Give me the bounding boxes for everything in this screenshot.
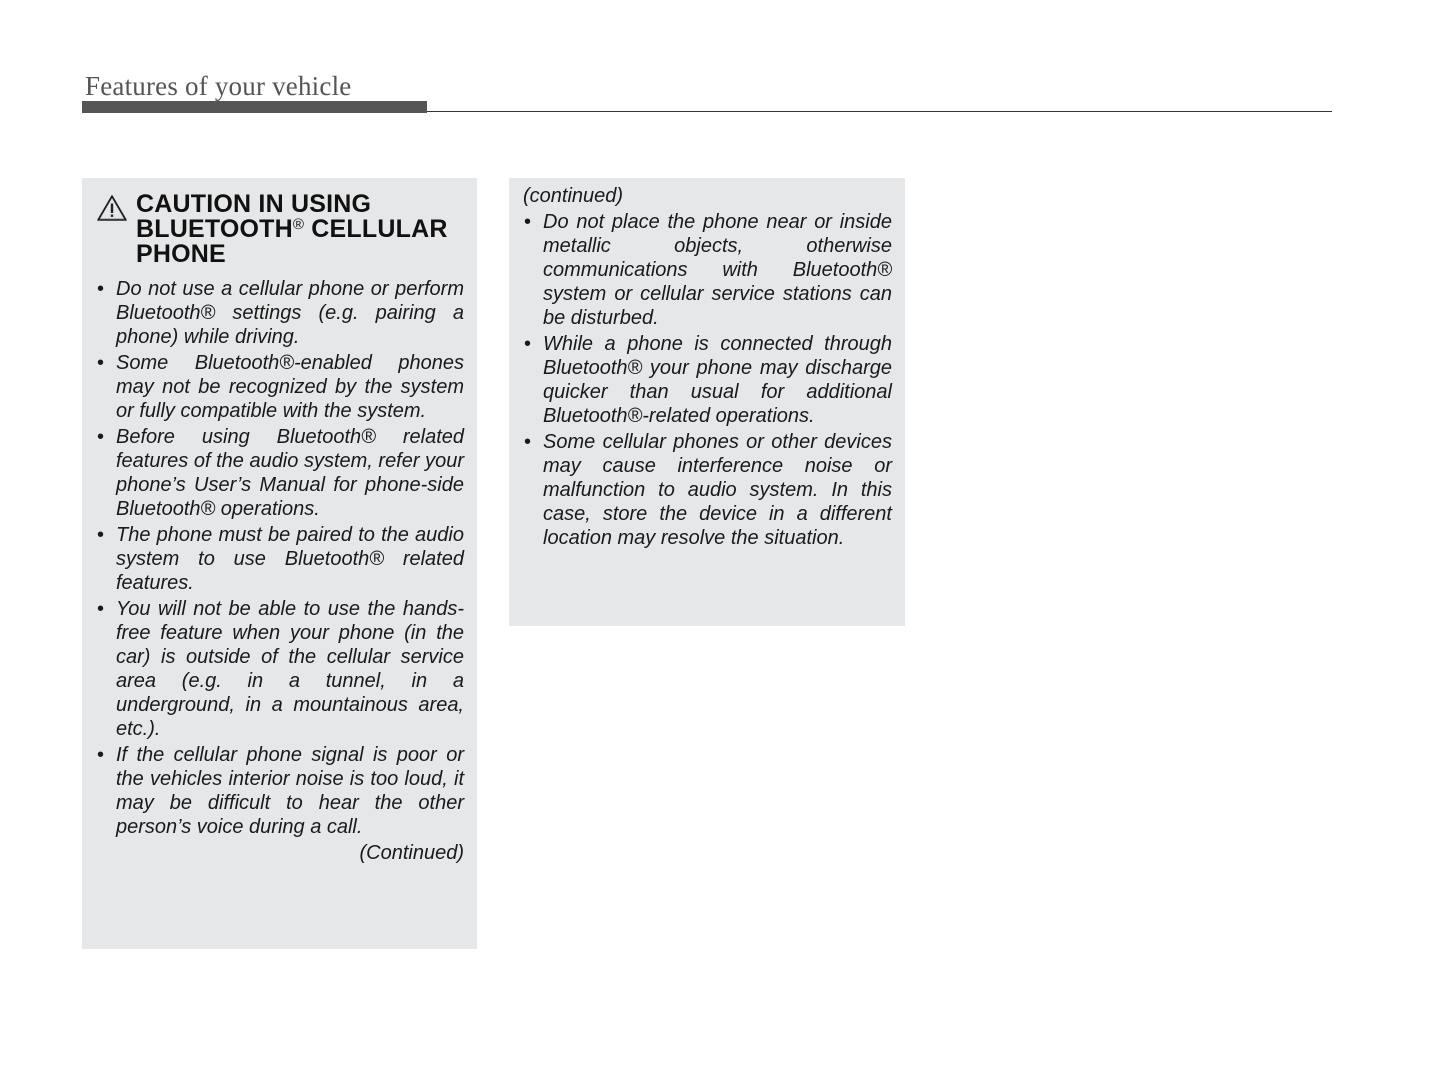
list-item-text: The phone must be paired to the audio system to use Bluetooth® related features. (116, 524, 464, 594)
section-title: Features of your vehicle (85, 71, 352, 101)
list-item (523, 332, 892, 428)
section-header (82, 68, 1332, 114)
caution-title-line-1: CAUTION IN USING (136, 190, 372, 218)
list-item (96, 351, 464, 423)
list-item (96, 597, 464, 741)
caution-title (136, 192, 464, 267)
caution-box-left (82, 178, 477, 949)
warning-triangle-icon (96, 194, 128, 222)
bullet: • (97, 598, 105, 620)
list-item (96, 277, 464, 349)
caution-box-right (509, 178, 905, 626)
list-item (96, 743, 464, 839)
caution-title-line-2b: CELLULAR (304, 215, 448, 243)
list-item-text: While a phone is connected through Bluetooth® your phone may discharge quicker than usual for additional Bluetooth®-related operations. (543, 333, 892, 427)
bullet: • (524, 431, 532, 453)
bullet: • (97, 426, 105, 448)
list-item-text: You will not be able to use the hands-free feature when your phone (in the car) is outside of the cellular service area (e.g. in a tunnel, in a underground, in a mountainous area, etc.). (116, 598, 464, 740)
bullet: • (524, 333, 532, 355)
header-rule-thick (82, 101, 427, 113)
bullet: • (97, 524, 105, 546)
bullet: • (97, 278, 105, 300)
caution-heading (96, 192, 464, 267)
continued-marker-bottom: (Continued) (359, 842, 464, 864)
list-item-text: Do not use a cellular phone or perform Bluetooth® settings (e.g. pairing a phone) while driving. (116, 278, 464, 348)
list-item-text: Do not place the phone near or inside metallic objects, otherwise communications with Bluetooth® system or cellular service stations can be disturbed. (543, 211, 892, 329)
bullet: • (97, 744, 105, 766)
caution-list-left (96, 277, 464, 839)
list-item-text: If the cellular phone signal is poor or the vehicles interior noise is too loud, it may be difficult to hear the other person’s voice during a call. (116, 744, 464, 838)
caution-title-line-2a: BLUETOOTH (136, 215, 293, 243)
list-item (96, 523, 464, 595)
caution-title-line-2 (136, 217, 464, 242)
bullet: • (524, 211, 532, 233)
caution-list-right (523, 210, 892, 550)
list-item-text: Before using Bluetooth® related features of the audio system, refer your phone’s User’s Manual for phone-side Bluetooth® operations. (116, 426, 464, 520)
list-item (96, 425, 464, 521)
registered-mark: ® (292, 216, 305, 233)
bullet: • (97, 352, 105, 374)
continued-marker-top: (continued) (523, 185, 624, 207)
list-item-text: Some Bluetooth®-enabled phones may not be recognized by the system or fully compatible with the system. (116, 352, 464, 422)
list-item (523, 210, 892, 330)
header-rule-thin (427, 111, 1332, 112)
list-item (523, 430, 892, 550)
list-item-text: Some cellular phones or other devices may cause interference noise or malfunction to audio system. In this case, store the device in a different location may resolve the situation. (543, 431, 892, 549)
caution-title-line-3: PHONE (136, 240, 226, 268)
